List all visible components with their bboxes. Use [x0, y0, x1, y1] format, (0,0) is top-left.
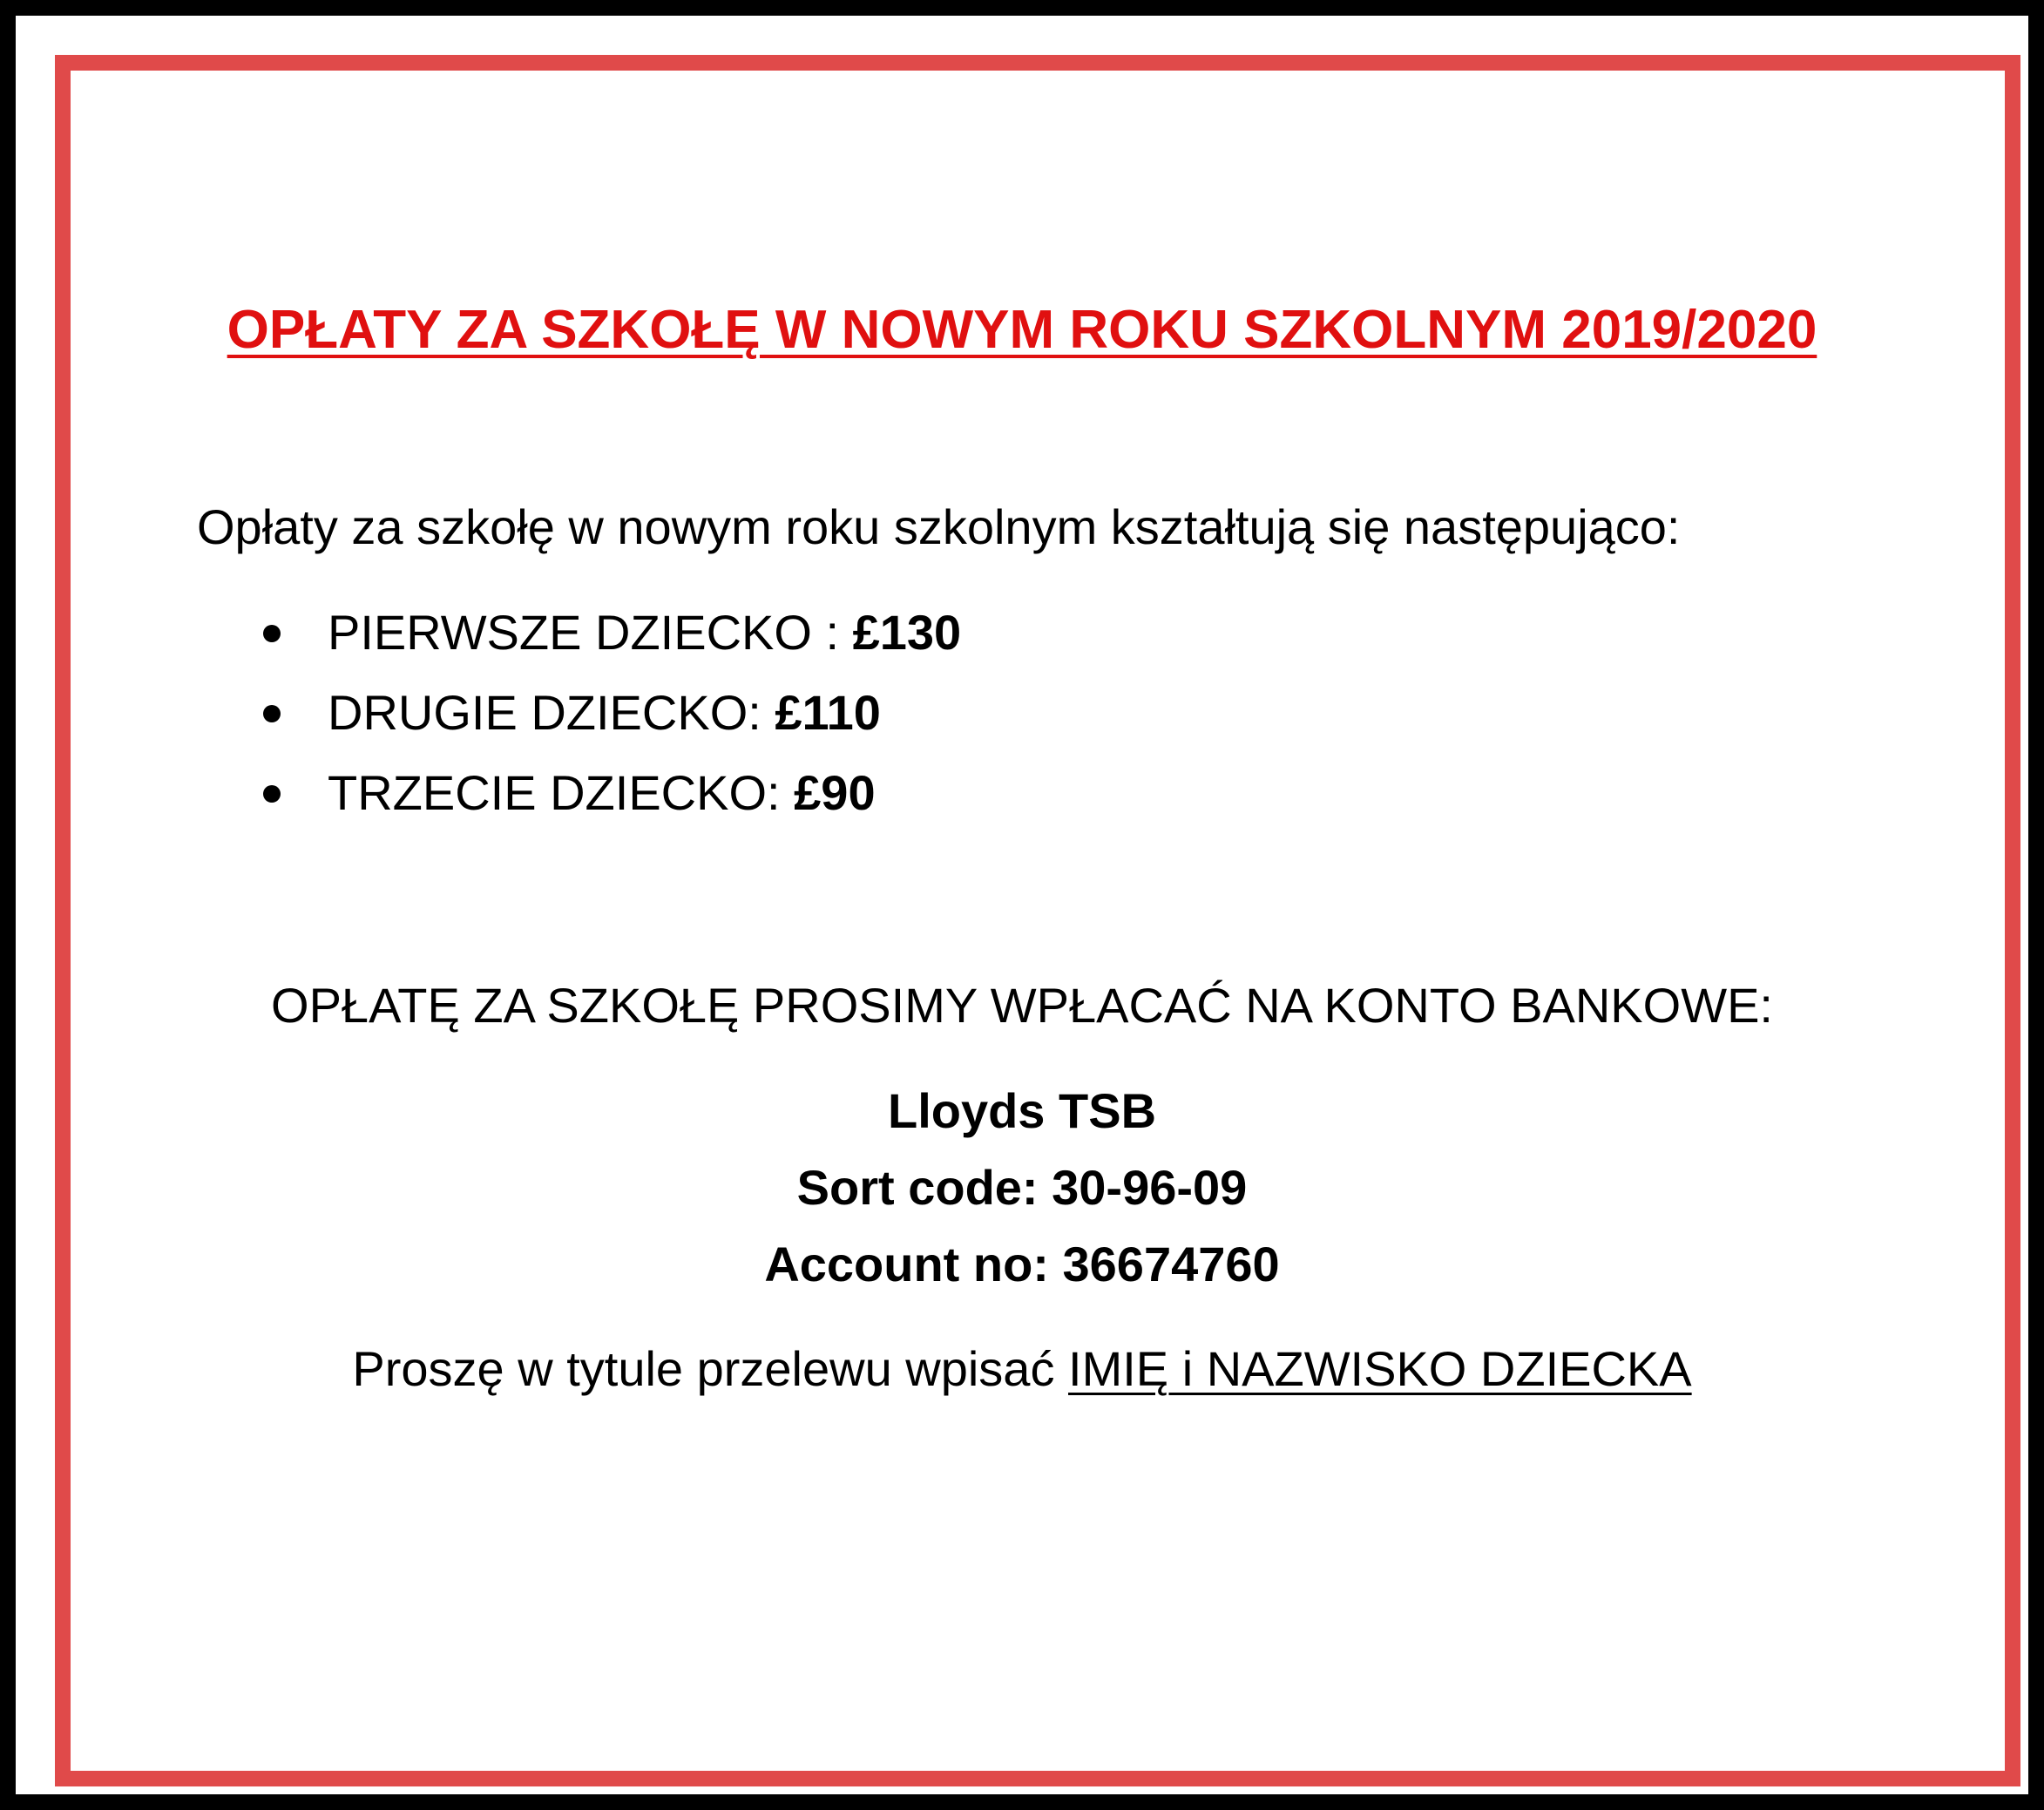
fee-item-second	[197, 681, 961, 762]
fee-label: TRZECIE DZIECKO:	[328, 765, 795, 820]
transfer-note-text: Proszę w tytule przelewu wpisać	[352, 1341, 1069, 1396]
transfer-note-emphasis: IMIĘ i NAZWISKO DZIECKA	[1068, 1341, 1692, 1396]
page-title	[0, 299, 2044, 361]
fee-amount: £90	[794, 765, 876, 820]
page-title-text: OPŁATY ZA SZKOŁĘ W NOWYM ROKU SZKOLNYM 2019/2020	[227, 300, 1817, 360]
bullet-icon	[263, 705, 281, 722]
bullet-icon	[263, 785, 281, 803]
bullet-icon	[263, 625, 281, 642]
fee-amount: £130	[852, 605, 962, 660]
sort-code: Sort code: 30-96-09	[796, 1160, 1248, 1215]
fee-item-third	[197, 762, 961, 842]
fee-label: DRUGIE DZIECKO:	[328, 685, 775, 740]
fee-amount: £110	[775, 685, 881, 740]
fee-list	[197, 601, 961, 842]
intro-text: Opłaty za szkołę w nowym roku szkolnym kształtują się następująco:	[197, 499, 1681, 554]
transfer-note	[0, 1340, 2044, 1397]
bank-name: Lloyds TSB	[887, 1083, 1157, 1138]
fee-label: PIERWSZE DZIECKO :	[328, 605, 853, 660]
bank-heading: OPŁATĘ ZA SZKOŁĘ PROSIMY WPŁACAĆ NA KONTO BANKOWE:	[271, 978, 1773, 1033]
account-number: Account no: 36674760	[764, 1237, 1280, 1291]
fee-item-first	[197, 601, 961, 681]
